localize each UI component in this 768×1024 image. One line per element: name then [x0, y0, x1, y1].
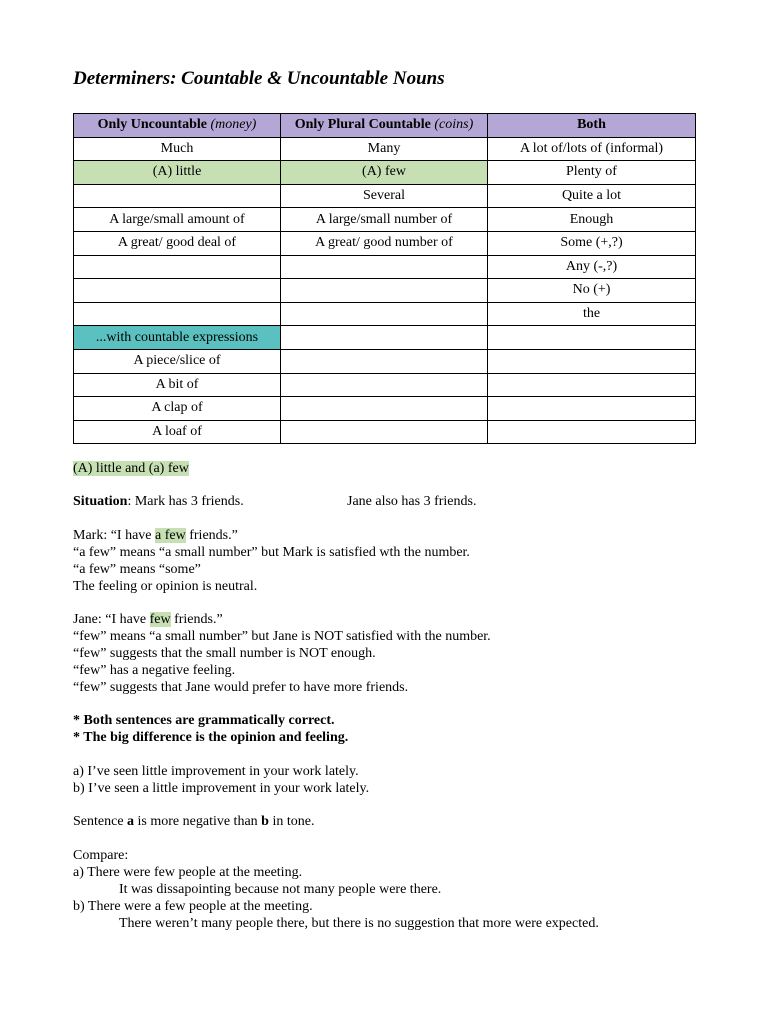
table-cell: Quite a lot: [488, 184, 696, 208]
table-cell: [488, 420, 696, 444]
table-cell: [488, 397, 696, 421]
table-cell: [488, 373, 696, 397]
table-row: [74, 231, 696, 255]
compare-b: b) There were a few people at the meeting.: [73, 899, 313, 914]
situation-jane: Jane also has 3 friends.: [347, 494, 477, 509]
jane-line-2: “few” suggests that the small number is NOT enough.: [73, 646, 376, 661]
table-row: [74, 184, 696, 208]
jane-quote: Jane: “I have few friends.”: [73, 612, 223, 627]
table-cell: [281, 349, 488, 373]
table-cell: Some (+,?): [488, 231, 696, 255]
tone-sentence: Sentence a is more negative than b in tone.: [73, 814, 315, 829]
table-row: [74, 326, 696, 350]
mark-line-1: “a few” means “a small number” but Mark is satisfied wth the number.: [73, 545, 470, 560]
mark-quote: Mark: “I have a few friends.”: [73, 528, 238, 543]
table-row: [74, 208, 696, 232]
mark-line-2: “a few” means “some”: [73, 562, 201, 577]
table-cell: Much: [74, 137, 281, 161]
note-grammatical: * Both sentences are grammatically correct.: [73, 713, 335, 728]
jane-line-4: “few” suggests that Jane would prefer to have more friends.: [73, 680, 409, 695]
table-header-row: [74, 114, 696, 138]
mark-line-3: The feeling or opinion is neutral.: [73, 579, 258, 594]
table-cell-highlighted: (A) little: [74, 161, 281, 185]
table-cell: [488, 326, 696, 350]
table-cell: A great/ good deal of: [74, 231, 281, 255]
table-cell: [281, 397, 488, 421]
table-cell: A bit of: [74, 373, 281, 397]
table-cell: Several: [281, 184, 488, 208]
situation-line: Situation: Mark has 3 friends. Jane also has 3 friends.: [73, 494, 477, 509]
table-cell: [281, 255, 488, 279]
table-cell: [74, 184, 281, 208]
compare-a-note: It was dissapointing because not many people were there.: [119, 882, 442, 897]
jane-line-3: “few” has a negative feeling.: [73, 663, 236, 678]
table-cell-highlighted: (A) few: [281, 161, 488, 185]
table-cell: [74, 255, 281, 279]
compare-a: a) There were few people at the meeting.: [73, 865, 303, 880]
table-row: [74, 161, 696, 185]
table-cell: No (+): [488, 279, 696, 303]
table-cell: Enough: [488, 208, 696, 232]
table-row: [74, 279, 696, 303]
page-title: Determiners: Countable & Uncountable Nouns: [73, 68, 445, 89]
table-row: [74, 137, 696, 161]
header-both: Both: [488, 114, 696, 138]
header-only-plural-countable: Only Plural Countable (coins): [281, 114, 488, 138]
table-cell: Many: [281, 137, 488, 161]
highlight-few: few: [149, 612, 171, 627]
compare-b-note: There weren’t many people there, but there is no suggestion that more were expected.: [119, 916, 599, 931]
table-cell: [488, 349, 696, 373]
table-cell: [74, 302, 281, 326]
table-cell: A great/ good number of: [281, 231, 488, 255]
table-cell: A large/small amount of: [74, 208, 281, 232]
table-row: [74, 420, 696, 444]
table-cell: [281, 279, 488, 303]
note-difference: * The big difference is the opinion and feeling.: [73, 730, 349, 745]
example-b: b) I’ve seen a little improvement in your work lately.: [73, 781, 370, 796]
table-cell: A lot of/lots of (informal): [488, 137, 696, 161]
table-cell: [281, 420, 488, 444]
table-row: [74, 373, 696, 397]
determiners-table: [73, 113, 696, 444]
table-cell: [74, 279, 281, 303]
table-cell: the: [488, 302, 696, 326]
table-row: [74, 302, 696, 326]
table-cell: Any (-,?): [488, 255, 696, 279]
table-cell: A loaf of: [74, 420, 281, 444]
table-cell: A piece/slice of: [74, 349, 281, 373]
table-cell: A large/small number of: [281, 208, 488, 232]
section-heading: (A) little and (a) few: [73, 461, 189, 476]
table-row: [74, 255, 696, 279]
jane-line-1: “few” means “a small number” but Jane is NOT satisfied with the number.: [73, 629, 491, 644]
table-row: [74, 397, 696, 421]
table-row: [74, 349, 696, 373]
table-cell: A clap of: [74, 397, 281, 421]
table-cell: [281, 302, 488, 326]
table-cell-countable-expressions: ...with countable expressions: [74, 326, 281, 350]
highlight-a-few: a few: [155, 528, 186, 543]
compare-label: Compare:: [73, 848, 129, 863]
table-cell: [281, 373, 488, 397]
header-only-uncountable: Only Uncountable (money): [74, 114, 281, 138]
example-a: a) I’ve seen little improvement in your work lately.: [73, 764, 359, 779]
table-cell: Plenty of: [488, 161, 696, 185]
table-cell: [281, 326, 488, 350]
